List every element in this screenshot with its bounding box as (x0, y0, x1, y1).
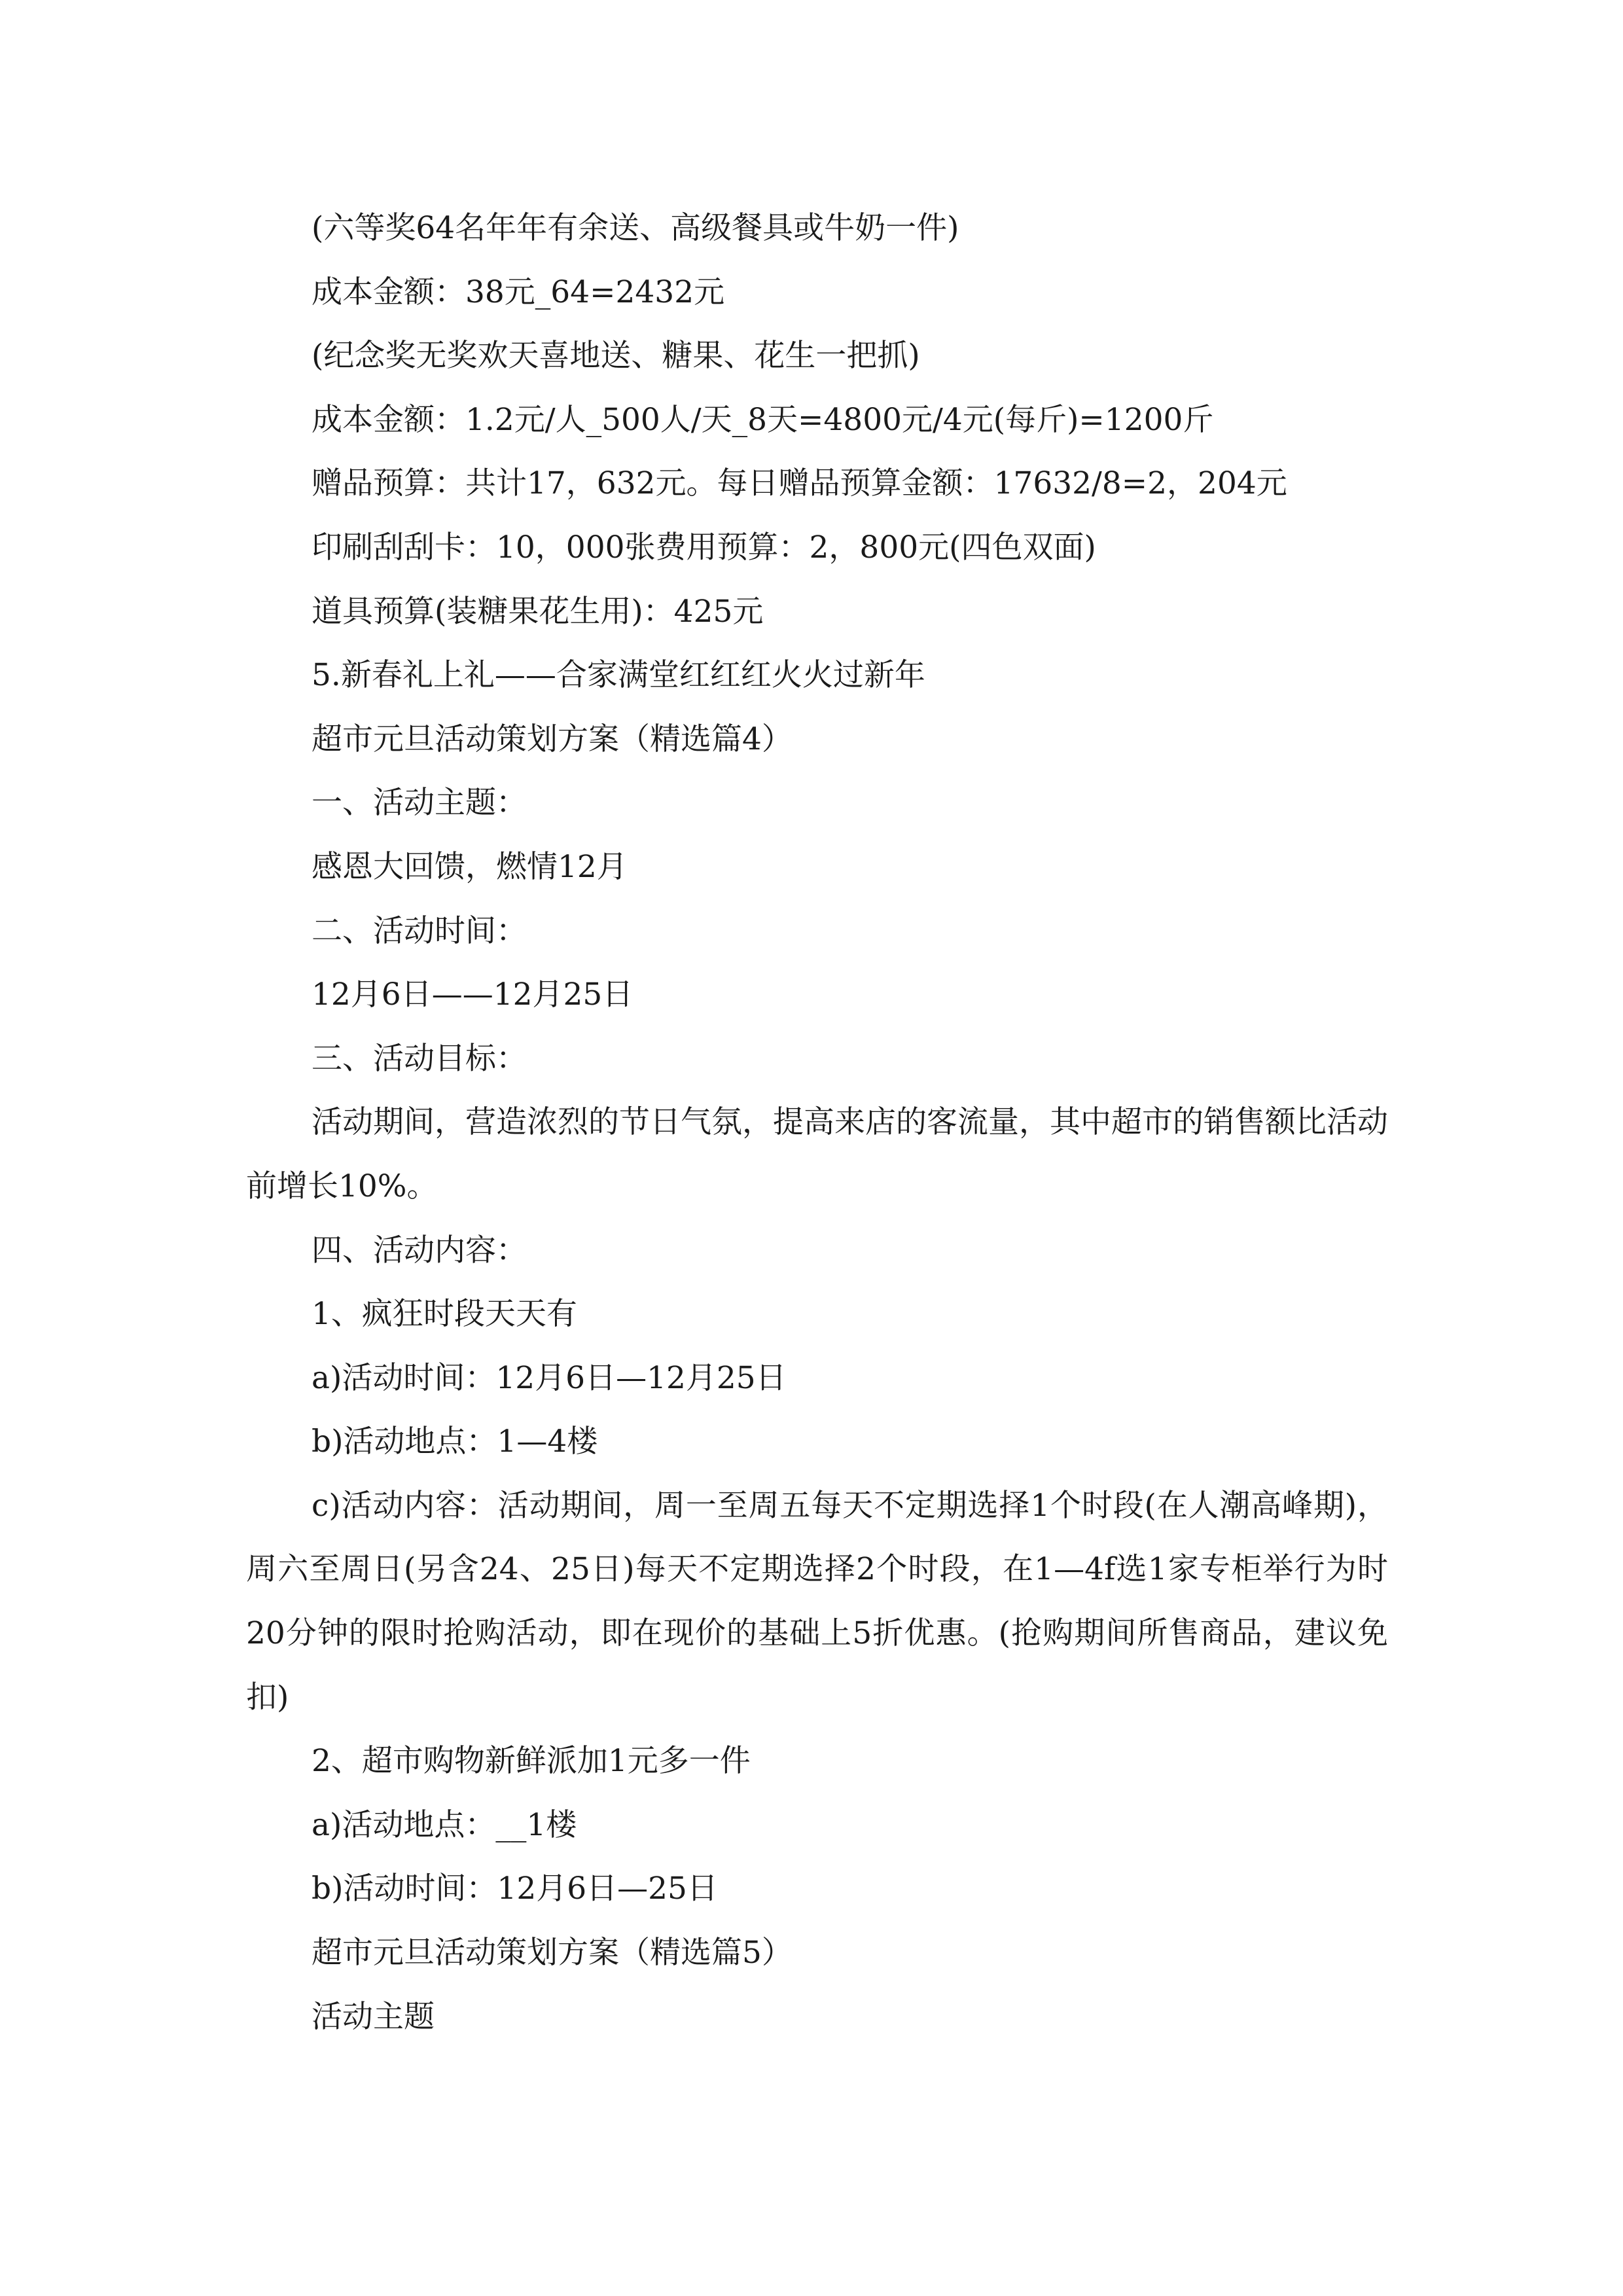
text-line: 印刷刮刮卡：10，000张费用预算：2，800元(四色双面) (312, 529, 1096, 565)
text-line: 感恩大回馈，燃情12月 (312, 848, 628, 885)
text-line: 三、活动目标： (312, 1040, 527, 1077)
text-line: a)活动地点：__1楼 (312, 1806, 577, 1843)
section-heading: 超市元旦活动策划方案（精选篇5） (312, 1935, 793, 1971)
document-body (246, 196, 1388, 2049)
section-heading: 超市元旦活动策划方案（精选篇4） (312, 721, 793, 757)
text-line: b)活动时间：12月6日—25日 (312, 1871, 718, 1907)
text-line: (六等奖64名年年有余送、高级餐具或牛奶一件) (312, 210, 959, 246)
text-line: 成本金额：38元_64=2432元 (312, 274, 725, 310)
text-line: 活动主题 (312, 1998, 435, 2035)
text-line: 一、活动主题： (312, 785, 527, 821)
text-line: 2、超市购物新鲜派加1元多一件 (312, 1743, 751, 1780)
text-line: 成本金额：1.2元/人_500人/天_8天=4800元/4元(每斤)=1200斤 (312, 401, 1214, 438)
text-line: 赠品预算：共计17，632元。每日赠品预算金额：17632/8=2，204元 (312, 465, 1287, 502)
text-line: b)活动地点：1—4楼 (312, 1424, 598, 1460)
text-line: 道具预算(装糖果花生用)：425元 (312, 593, 764, 630)
text-line: 1、疯狂时段天天有 (312, 1296, 577, 1333)
paragraph-goal: 活动期间，营造浓烈的节日气氛，提高来店的客流量，其中超市的销售额比活动前增长10%。 (246, 1104, 1388, 1204)
text-line: 5.新春礼上礼——合家满堂红红红火火过新年 (312, 657, 925, 694)
text-line: 12月6日——12月25日 (312, 977, 633, 1013)
paragraph-content: c)活动内容：活动期间，周一至周五每天不定期选择1个时段(在人潮高峰期)，周六至周日(另含24、25日)每天不定期选择2个时段，在1—4f选1家专柜举行为时20分钟的限时抢购活动，即在现价的基础上5折优惠。(抢购期间所售商品，建议免扣) (246, 1487, 1388, 1715)
text-line: 二、活动时间： (312, 912, 527, 949)
text-line: (纪念奖无奖欢天喜地送、糖果、花生一把抓) (312, 338, 920, 374)
text-line: a)活动时间：12月6日—12月25日 (312, 1359, 787, 1396)
text-line: 四、活动内容： (312, 1232, 527, 1268)
